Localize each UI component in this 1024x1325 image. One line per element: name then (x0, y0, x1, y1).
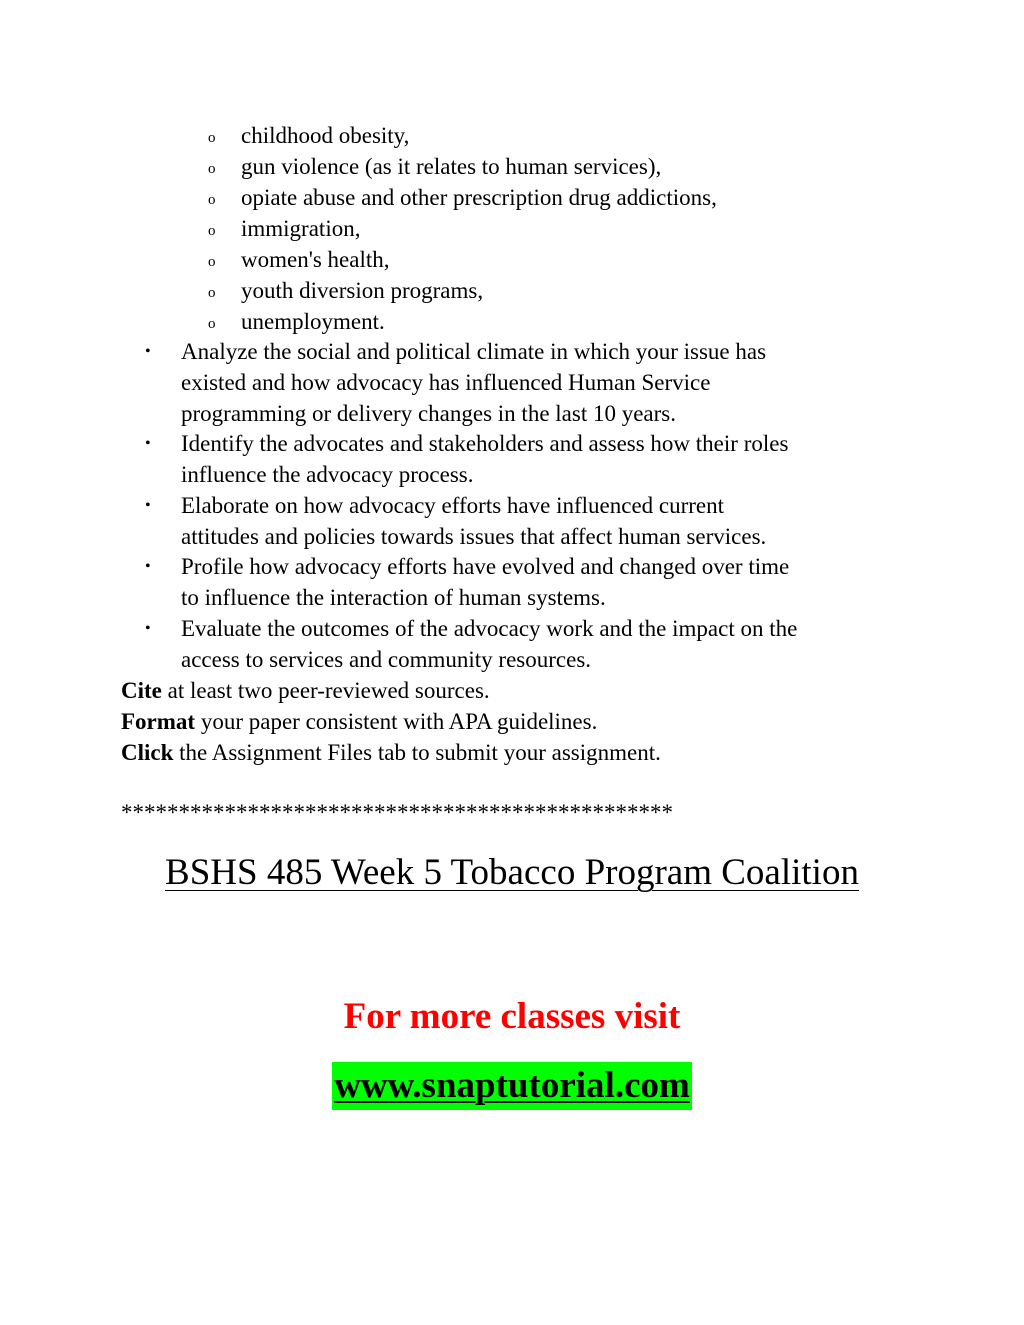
list-item-text: gun violence (as it relates to human services), (241, 154, 662, 179)
list-item-text (181, 552, 911, 614)
list-item (0, 182, 1024, 213)
list-item-text: women's health, (241, 247, 390, 272)
bullet-icon: • (145, 558, 151, 576)
bullet-icon: • (145, 619, 151, 637)
circle-bullet-icon: o (208, 254, 216, 270)
list-item-text (181, 429, 911, 491)
click-keyword: Click (121, 740, 174, 765)
bullet-icon: • (145, 435, 151, 453)
title-text: BSHS 485 Week 5 Tobacco Program Coalition (165, 852, 859, 893)
text-line: programming or delivery changes in the last 10 years. (181, 400, 676, 426)
format-text: your paper consistent with APA guidelines. (195, 709, 598, 734)
bullet-icon: • (145, 343, 151, 360)
sub-bullet-list (0, 120, 1024, 337)
circle-bullet-icon: o (208, 285, 216, 301)
list-item-text: immigration, (241, 216, 361, 241)
list-item (0, 275, 1024, 306)
list-item (0, 614, 1024, 676)
click-instruction (121, 737, 921, 768)
text-line: Elaborate on how advocacy efforts have influenced current (181, 492, 725, 518)
text-line: existed and how advocacy has influenced Human Service (181, 369, 711, 395)
cite-keyword: Cite (121, 678, 162, 703)
promo-link-wrap (0, 1062, 1024, 1110)
separator-line: ************************************************ (121, 800, 673, 825)
list-item-text: childhood obesity, (241, 123, 410, 148)
list-item (0, 429, 1024, 491)
text-line: Analyze the social and political climate in which your issue has (181, 339, 767, 364)
circle-bullet-icon: o (208, 223, 216, 239)
list-item (0, 151, 1024, 182)
circle-bullet-icon: o (208, 161, 216, 177)
page-title (0, 848, 1024, 898)
circle-bullet-icon: o (208, 192, 216, 208)
format-keyword: Format (121, 709, 196, 734)
circle-bullet-icon: o (208, 130, 216, 146)
list-item (0, 491, 1024, 553)
bullet-icon: • (145, 496, 151, 514)
text-line: Evaluate the outcomes of the advocacy work and the impact on the (181, 615, 798, 641)
text-line: attitudes and policies towards issues that affect human services. (181, 523, 767, 549)
list-item (0, 244, 1024, 275)
website-link[interactable]: www.snaptutorial.com (332, 1062, 692, 1110)
list-item-text: unemployment. (241, 309, 385, 334)
click-text: the Assignment Files tab to submit your assignment. (173, 740, 661, 765)
text-line: to influence the interaction of human systems. (181, 585, 606, 610)
cite-text: at least two peer-reviewed sources. (161, 678, 490, 703)
format-instruction (121, 706, 921, 737)
promo-text: For more classes visit (343, 996, 681, 1037)
list-item (0, 306, 1024, 337)
list-item-text: opiate abuse and other prescription drug addictions, (241, 185, 717, 210)
list-item-text (181, 614, 911, 676)
main-bullet-list (0, 337, 1024, 675)
list-item-text: youth diversion programs, (241, 278, 484, 303)
cite-instruction (121, 675, 921, 706)
list-item (0, 213, 1024, 244)
text-line: Identify the advocates and stakeholders and assess how their roles (181, 431, 789, 457)
text-line: influence the advocacy process. (181, 462, 474, 487)
list-item (0, 337, 1024, 429)
list-item (0, 552, 1024, 614)
text-line: Profile how advocacy efforts have evolved and changed over time (181, 554, 790, 580)
circle-bullet-icon: o (208, 316, 216, 332)
list-item-text (181, 491, 911, 553)
list-item-text (181, 337, 911, 429)
list-item (0, 120, 1024, 151)
text-line: access to services and community resources. (181, 646, 592, 672)
